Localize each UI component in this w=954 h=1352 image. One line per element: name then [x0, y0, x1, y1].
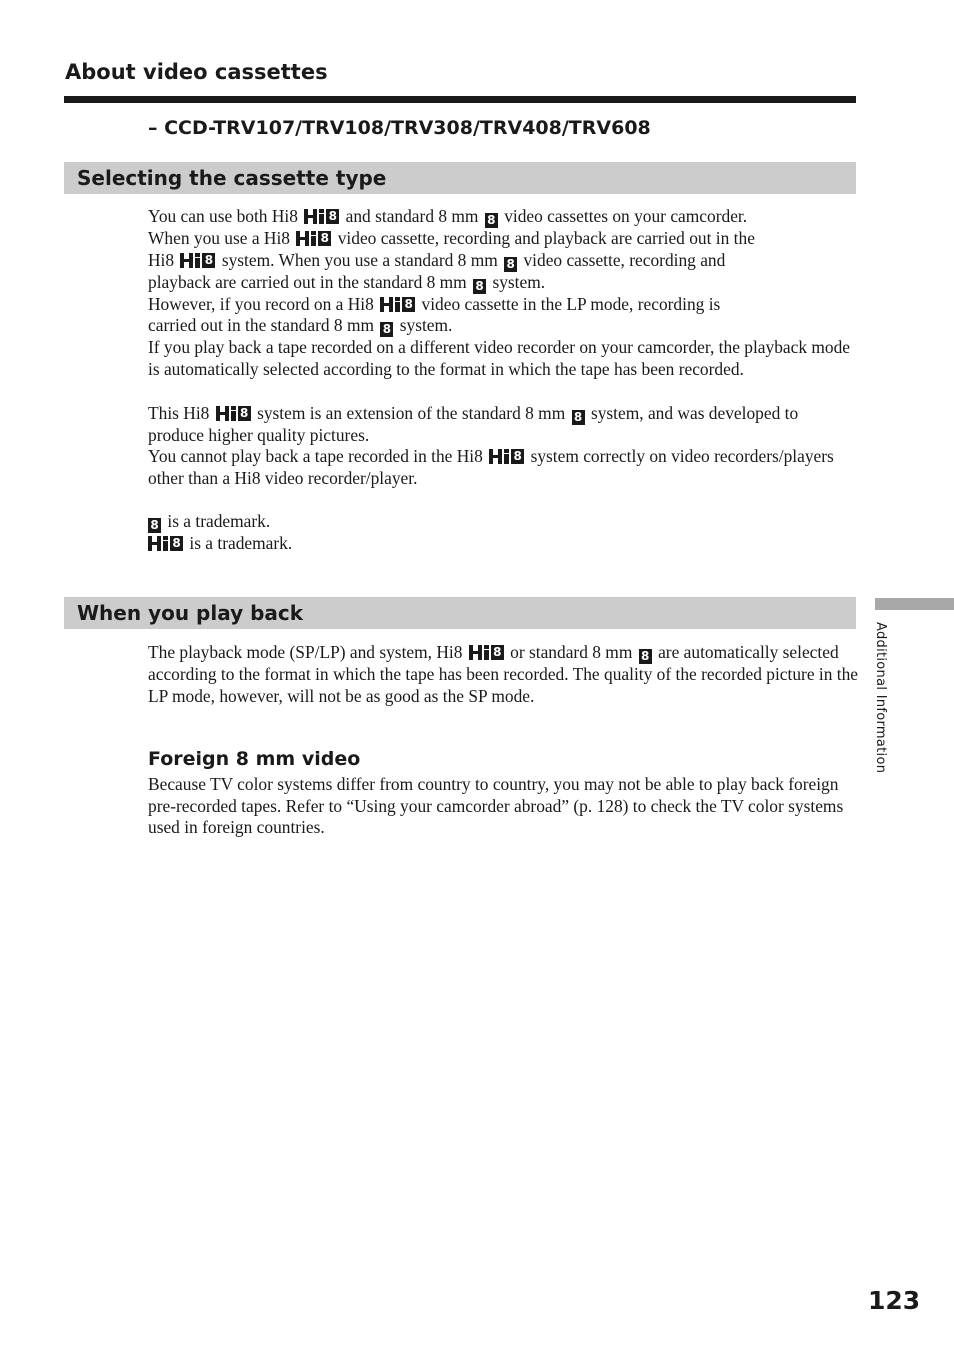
paragraph: If you play back a tape recorded on a different video recorder on your camcorder, the playback mode is automatically selected according to the format in which the tape has been recorded.: [148, 337, 851, 380]
model-line: – CCD-TRV107/TRV108/TRV308/TRV408/TRV608: [148, 117, 651, 139]
hi8-logo-icon: 8: [469, 645, 504, 660]
chapter-rule: [64, 96, 856, 103]
8mm-logo-icon: 8: [572, 410, 585, 425]
hi8-logo-icon: 8: [148, 536, 183, 551]
section-heading-cassette-type: Selecting the cassette type: [77, 166, 387, 190]
hi8-logo-icon: 8: [216, 406, 251, 421]
8mm-logo-icon: 8: [485, 213, 498, 228]
page-number: 123: [868, 1286, 921, 1315]
paragraph: This Hi8 8 system is an extension of the standard 8 mm 8 system, and was developed to produce higher quality pictures.: [148, 402, 799, 445]
trademark-note: 8 is a trademark.: [148, 511, 858, 533]
hi8-logo-icon: 8: [180, 253, 215, 268]
8mm-logo-icon: 8: [473, 279, 486, 294]
section-heading-play-back: When you play back: [77, 601, 304, 625]
hi8-logo-icon: 8: [380, 297, 415, 312]
hi8-logo-icon: 8: [489, 449, 524, 464]
subheading-foreign-video: Foreign 8 mm video: [148, 748, 361, 770]
paragraph: However, if you record on a Hi8 8 video cassette in the LP mode, recording is carried out in the standard 8 mm 8 system.: [148, 293, 721, 337]
8mm-logo-icon: 8: [380, 322, 393, 337]
hi8-logo-icon: 8: [296, 231, 331, 246]
side-section-label: Additional Information: [873, 622, 888, 774]
8mm-logo-icon: 8: [639, 649, 652, 664]
cassette-type-body: [148, 206, 858, 555]
paragraph: Because TV color systems differ from country to country, you may not be able to play back foreign pre-recorded tapes. Refer to “Using your camcorder abroad” (p. 128) to check the TV color systems used in foreign countries.: [148, 774, 844, 838]
trademark-note: 8 is a trademark.: [148, 533, 858, 555]
8mm-logo-icon: 8: [504, 257, 517, 272]
hi8-logo-icon: 8: [304, 209, 339, 224]
8mm-logo-icon: 8: [148, 518, 161, 533]
paragraph: The playback mode (SP/LP) and system, Hi8 8 or standard 8 mm 8 are automatically selected according to the format in which the tape has been recorded. The quality of the recorded picture in the LP mode, however, will not be as good as the SP mode.: [148, 642, 859, 706]
section-bar-play-back: [64, 597, 856, 629]
paragraph: You can use both Hi8 8 and standard 8 mm 8 video cassettes on your camcorder. When you use a Hi8 8 video cassette, recording and playback are carried out in the Hi8 8 system. When you use a standard 8 mm 8 video cassette, recording and playback are carried out in the standard 8 mm 8 system.: [148, 206, 755, 293]
play-back-body: [148, 642, 858, 707]
paragraph: You cannot play back a tape recorded in the Hi8 8 system correctly on video recorders/players other than a Hi8 video recorder/player.: [148, 446, 834, 488]
section-bar-cassette-type: [64, 162, 856, 194]
chapter-title: About video cassettes: [65, 60, 328, 84]
side-tab-marker: [875, 598, 954, 610]
foreign-video-body: [148, 774, 858, 839]
